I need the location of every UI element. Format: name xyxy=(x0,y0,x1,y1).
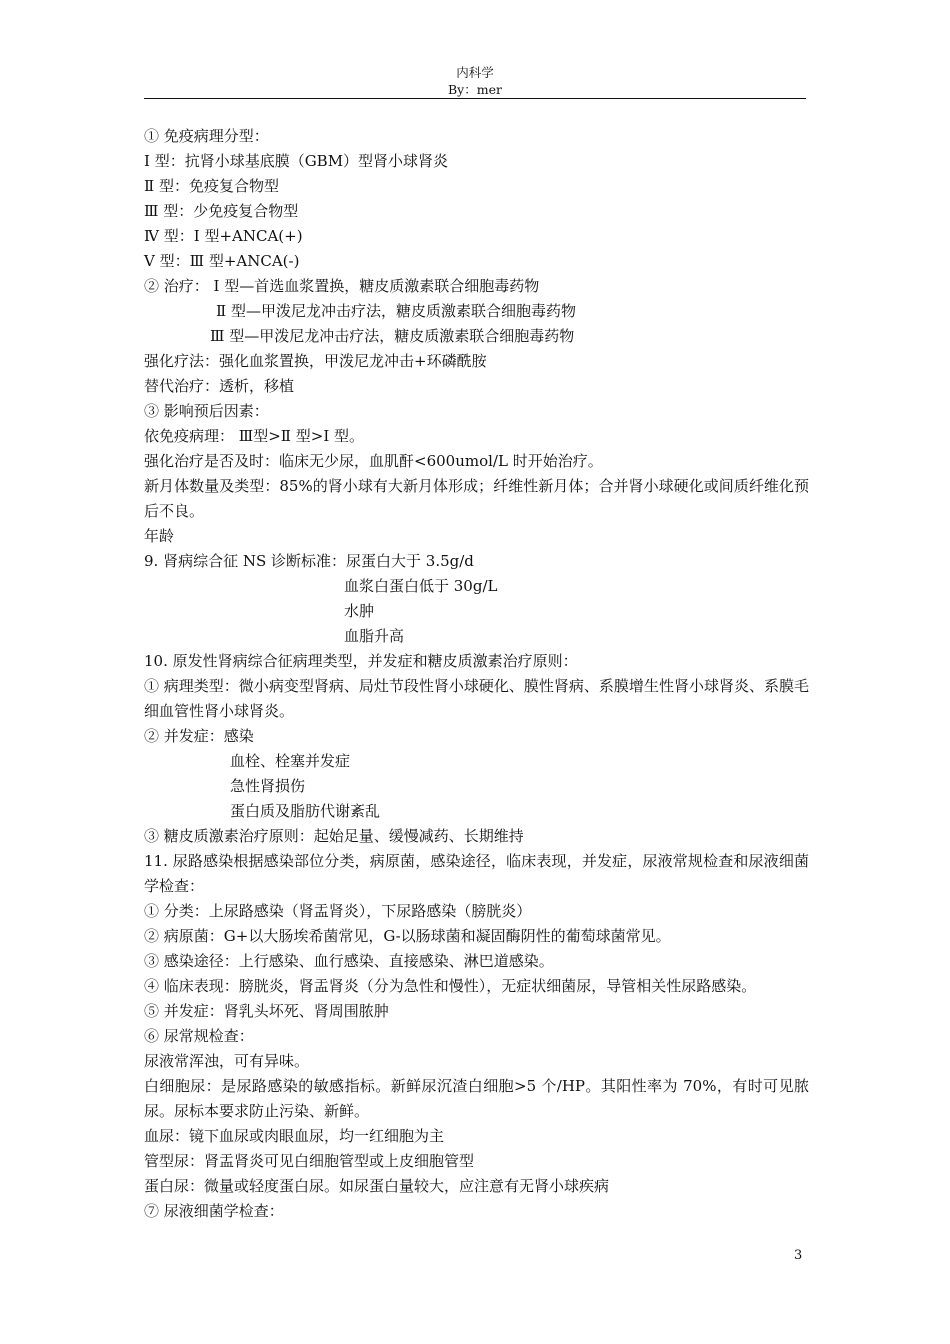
text-line: Ⅲ 型—甲泼尼龙冲击疗法，糖皮质激素联合细胞毒药物 xyxy=(210,327,575,345)
text-line: 急性肾损伤 xyxy=(230,777,306,795)
text-line: ① 免疫病理分型： xyxy=(144,127,269,145)
text-line: ④ 临床表现：膀胱炎，肾盂肾炎（分为急性和慢性），无症状细菌尿，导管相关性尿路感染。 xyxy=(144,977,757,995)
text-line: ② 病原菌：G+以大肠埃希菌常见，G-以肠球菌和凝固酶阴性的葡萄球菌常见。 xyxy=(144,927,671,945)
text-line: Ⅱ 型—甲泼尼龙冲击疗法，糖皮质激素联合细胞毒药物 xyxy=(216,302,576,320)
text-line: 血浆白蛋白低于 30g/L xyxy=(344,577,498,595)
text-line: ③ 影响预后因素： xyxy=(144,402,269,420)
text-line: Ⅴ 型：Ⅲ 型+ANCA(-) xyxy=(144,252,300,270)
text-line: Ⅳ 型：Ⅰ 型+ANCA(+) xyxy=(144,227,303,245)
text-line: ③ 糖皮质激素治疗原则：起始足量、缓慢减药、长期维持 xyxy=(144,827,524,845)
text-line: ⑦ 尿液细菌学检查： xyxy=(144,1202,284,1220)
text-line: 尿液常浑浊，可有异味。 xyxy=(144,1052,310,1070)
text-line: ③ 感染途径：上行感染、血行感染、直接感染、淋巴道感染。 xyxy=(144,952,554,970)
text-line: 管型尿：肾盂肾炎可见白细胞管型或上皮细胞管型 xyxy=(144,1152,475,1170)
text-line: 血栓、栓塞并发症 xyxy=(230,752,351,770)
text-line: 血脂升高 xyxy=(344,627,405,645)
text-line: 年龄 xyxy=(144,527,175,545)
text-paragraph: 新月体数量及类型：85%的肾小球有大新月体形成；纤维性新月体；合并肾小球硬化或间质纤维化预后不良。 xyxy=(144,477,809,520)
text-line: ② 治疗： Ⅰ 型—首选血浆置换，糖皮质激素联合细胞毒药物 xyxy=(144,277,540,295)
text-line: ⑥ 尿常规检查： xyxy=(144,1027,254,1045)
text-line: ⑤ 并发症：肾乳头坏死、肾周围脓肿 xyxy=(144,1002,389,1020)
page-header xyxy=(144,64,806,98)
text-line: ① 分类：上尿路感染（肾盂肾炎），下尿路感染（膀胱炎） xyxy=(144,902,532,920)
text-line: 替代治疗：透析，移植 xyxy=(144,377,295,395)
page-number: 3 xyxy=(794,1248,803,1263)
text-line: Ⅲ 型：少免疫复合物型 xyxy=(144,202,299,220)
text-line: 9. 肾病综合征 NS 诊断标准：尿蛋白大于 3.5g/d xyxy=(144,552,474,570)
text-paragraph: ① 病理类型：微小病变型肾病、局灶节段性肾小球硬化、膜性肾病、系膜增生性肾小球肾炎、系膜毛细血管性肾小球肾炎。 xyxy=(144,677,809,720)
text-line: 蛋白尿：微量或轻度蛋白尿。如尿蛋白量较大，应注意有无肾小球疾病 xyxy=(144,1177,610,1195)
text-paragraph: 白细胞尿：是尿路感染的敏感指标。新鲜尿沉渣白细胞>5 个/HP。其阳性率为 70%，有时可见脓尿。尿标本要求防止污染、新鲜。 xyxy=(144,1077,809,1120)
text-line: 依免疫病理： Ⅲ型>Ⅱ 型>Ⅰ 型。 xyxy=(144,427,365,445)
text-line: 血尿：镜下血尿或肉眼血尿，均一红细胞为主 xyxy=(144,1127,445,1145)
text-line: ② 并发症：感染 xyxy=(144,727,254,745)
text-paragraph: 11. 尿路感染根据感染部位分类，病原菌，感染途径，临床表现，并发症，尿液常规检查和尿液细菌学检查： xyxy=(144,852,809,895)
header-title: 内科学 xyxy=(456,65,494,80)
text-line: 强化治疗是否及时：临床无少尿，血肌酐<600umol/L 时开始治疗。 xyxy=(144,452,603,470)
text-line: Ⅰ 型：抗肾小球基底膜（GBM）型肾小球肾炎 xyxy=(144,152,449,170)
body-text xyxy=(144,124,809,1224)
text-line: 蛋白质及脂肪代谢紊乱 xyxy=(230,802,381,820)
text-line: 强化疗法：强化血浆置换，甲泼尼龙冲击+环磷酰胺 xyxy=(144,352,487,370)
header-divider xyxy=(144,98,806,99)
text-line: 水肿 xyxy=(344,602,375,620)
header-author: By：mer xyxy=(448,82,502,97)
text-line: 10. 原发性肾病综合征病理类型，并发症和糖皮质激素治疗原则： xyxy=(144,652,578,670)
text-line: Ⅱ 型：免疫复合物型 xyxy=(144,177,279,195)
